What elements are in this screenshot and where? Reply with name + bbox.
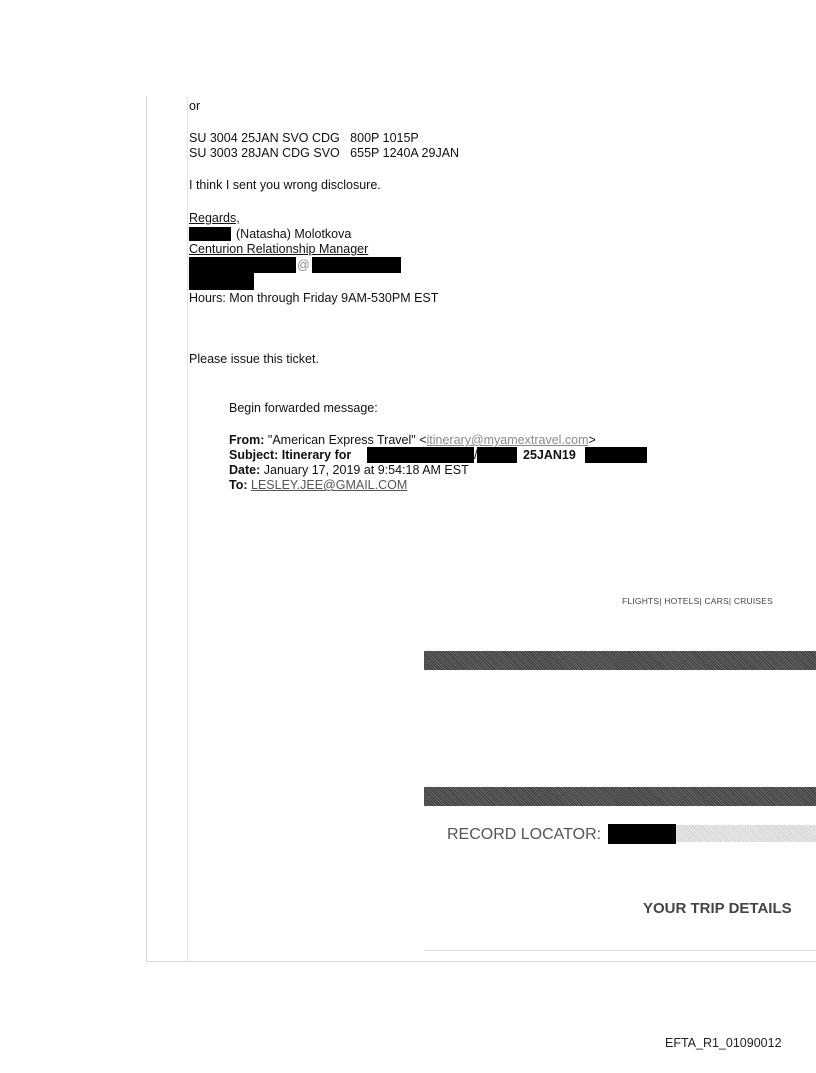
hatched-banner-top [424,651,816,670]
to-label: To: [229,478,248,492]
flight-line-outbound: SU 3004 25JAN SVO CDG 800P 1015P [189,131,419,145]
from-line [229,433,596,447]
redaction-box-name [189,227,231,241]
regards-line: Regards, [189,211,240,225]
travel-nav-links[interactable]: FLIGHTS| HOTELS| CARS| CRUISES [622,596,774,606]
redaction-box-subject-code [585,447,647,463]
from-end: > [588,433,596,447]
trip-details-heading: YOUR TRIP DETAILS [643,900,792,917]
redaction-box-phone [189,273,254,290]
to-email-link[interactable]: LESLEY.JEE@GMAIL.COM [251,478,408,492]
redaction-box-record-locator [608,824,676,844]
date-line [229,463,469,477]
email-at-sign: @ [297,258,310,272]
page-frame-left-rule [146,96,147,962]
document-id: EFTA_R1_01090012 [665,1036,782,1050]
sender-name: (Natasha) Molotkova [236,227,352,241]
date-label: Date: [229,463,261,477]
to-line [229,478,407,492]
disclosure-line: I think I sent you wrong disclosure. [189,178,381,192]
forwarded-intro: Begin forwarded message: [229,401,378,415]
redaction-box-email-user [189,257,296,273]
sender-title: Centurion Relationship Manager [189,242,369,256]
page-frame-inner-rule [187,96,188,962]
hours-line: Hours: Mon through Friday 9AM-530PM EST [189,291,439,305]
date-value: January 17, 2019 at 9:54:18 AM EST [263,463,469,477]
issue-ticket-line: Please issue this ticket. [189,352,319,366]
hatched-banner-bottom [424,787,816,806]
redaction-box-subject-name [367,447,474,463]
from-label: From: [229,433,265,447]
subject-date: 25JAN19 [523,448,576,462]
from-name: "American Express Travel" < [267,433,427,447]
or-line: or [189,99,201,113]
page-frame-bottom-rule [146,961,816,962]
subject-label: Subject: Itinerary for [229,448,352,462]
from-email-link[interactable]: itinerary@myamextravel.com [426,433,589,447]
record-locator-hatch [676,825,816,842]
subject-slash: / [474,448,478,462]
record-locator-label: RECORD LOCATOR: [447,826,602,843]
flight-line-return: SU 3003 28JAN CDG SVO 655P 1240A 29JAN [189,146,460,160]
redaction-box-email-domain [312,257,401,273]
trip-details-rule [424,950,816,951]
redaction-box-subject-name2 [477,447,517,463]
